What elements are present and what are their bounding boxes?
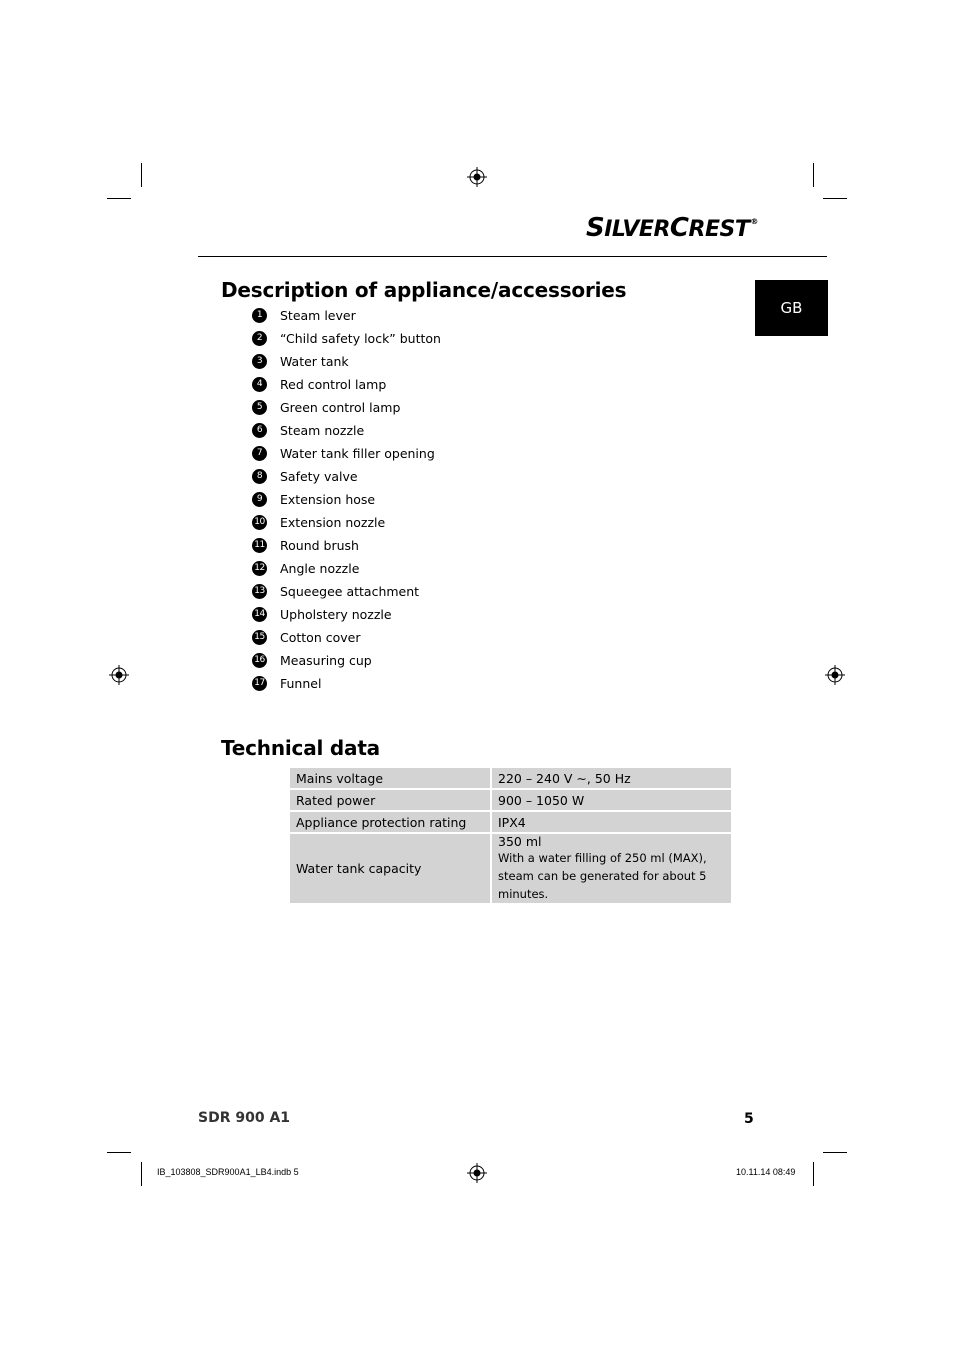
list-item: [252, 351, 552, 371]
item-number-badge: 5: [252, 400, 267, 415]
registered-mark: ®: [750, 217, 758, 226]
language-tab: GB: [755, 280, 828, 336]
crop-mark: [823, 1152, 847, 1153]
crop-mark: [813, 1162, 814, 1186]
item-label: Angle nozzle: [280, 560, 360, 576]
item-number-badge: 4: [252, 377, 267, 392]
page-number: 5: [744, 1111, 754, 1127]
capacity-value: 350 ml: [498, 834, 542, 849]
list-item: [252, 443, 552, 463]
item-label: Steam nozzle: [280, 422, 365, 438]
footer-model: SDR 900 A1: [198, 1110, 291, 1126]
item-label: Extension hose: [280, 491, 376, 507]
list-item: [252, 489, 552, 509]
item-label: Water tank: [280, 353, 349, 369]
table-cell-value: 220 – 240 V ∼, 50 Hz: [492, 768, 731, 790]
list-item: [252, 328, 552, 348]
list-item: [252, 627, 552, 647]
capacity-note: With a water filling of 250 ml (MAX), steam can be generated for about 5 minutes.: [498, 851, 707, 901]
item-label: Extension nozzle: [280, 514, 386, 530]
item-label: Green control lamp: [280, 399, 401, 415]
section-title-description: Description of appliance/accessories: [221, 278, 627, 302]
table-row: [290, 812, 731, 834]
item-label: Upholstery nozzle: [280, 606, 392, 622]
table-cell-label: Mains voltage: [290, 768, 492, 790]
item-number-badge: 15: [252, 630, 267, 645]
item-number-badge: 14: [252, 607, 267, 622]
item-number-badge: 3: [252, 354, 267, 369]
item-number-badge: 6: [252, 423, 267, 438]
registration-mark-icon: [467, 1163, 487, 1183]
item-label: Red control lamp: [280, 376, 387, 392]
brand-text: ILVER: [604, 217, 670, 242]
table-row: [290, 790, 731, 812]
item-number-badge: 16: [252, 653, 267, 668]
list-item: [252, 397, 552, 417]
item-label: Round brush: [280, 537, 359, 553]
item-number-badge: 12: [252, 561, 267, 576]
item-number-badge: 1: [252, 308, 267, 323]
item-label: Measuring cup: [280, 652, 372, 668]
item-number-badge: 2: [252, 331, 267, 346]
item-label: Safety valve: [280, 468, 358, 484]
item-number-badge: 10: [252, 515, 267, 530]
item-number-badge: 17: [252, 676, 267, 691]
list-item: [252, 512, 552, 532]
item-number-badge: 11: [252, 538, 267, 553]
crop-mark: [107, 198, 131, 199]
item-label: Water tank filler opening: [280, 445, 435, 461]
table-cell-label: Water tank capacity: [290, 834, 492, 905]
list-item: [252, 466, 552, 486]
brand-logo: [586, 213, 758, 243]
table-cell-value: [492, 834, 731, 905]
table-row: [290, 768, 731, 790]
brand-text: REST: [688, 217, 750, 242]
item-number-badge: 9: [252, 492, 267, 507]
header-divider: [198, 256, 827, 257]
table-cell-value: IPX4: [492, 812, 731, 834]
table-cell-label: Appliance protection rating: [290, 812, 492, 834]
item-number-badge: 13: [252, 584, 267, 599]
brand-letter: S: [586, 213, 605, 243]
list-item: [252, 305, 552, 325]
item-number-badge: 7: [252, 446, 267, 461]
item-label: Funnel: [280, 675, 322, 691]
item-number-badge: 8: [252, 469, 267, 484]
table-cell-label: Rated power: [290, 790, 492, 812]
registration-mark-icon: [109, 665, 129, 685]
item-label: Steam lever: [280, 307, 356, 323]
list-item: [252, 673, 552, 693]
list-item: [252, 374, 552, 394]
table-row: [290, 834, 731, 905]
registration-mark-icon: [825, 665, 845, 685]
crop-mark: [141, 163, 142, 187]
item-label: Squeegee attachment: [280, 583, 420, 599]
list-item: [252, 581, 552, 601]
crop-mark: [813, 163, 814, 187]
section-title-technical: Technical data: [221, 736, 380, 760]
brand-letter: C: [669, 213, 689, 243]
registration-mark-icon: [467, 167, 487, 187]
list-item: [252, 420, 552, 440]
list-item: [252, 558, 552, 578]
crop-mark: [107, 1152, 131, 1153]
slug-file: IB_103808_SDR900A1_LB4.indb 5: [157, 1167, 299, 1177]
crop-mark: [141, 1162, 142, 1186]
list-item: [252, 604, 552, 624]
slug-date: 10.11.14 08:49: [736, 1167, 796, 1177]
list-item: [252, 535, 552, 555]
crop-mark: [823, 198, 847, 199]
list-item: [252, 650, 552, 670]
item-label: Cotton cover: [280, 629, 361, 645]
item-label: “Child safety lock” button: [280, 330, 441, 346]
technical-data-table: [290, 768, 731, 905]
table-cell-value: 900 – 1050 W: [492, 790, 731, 812]
